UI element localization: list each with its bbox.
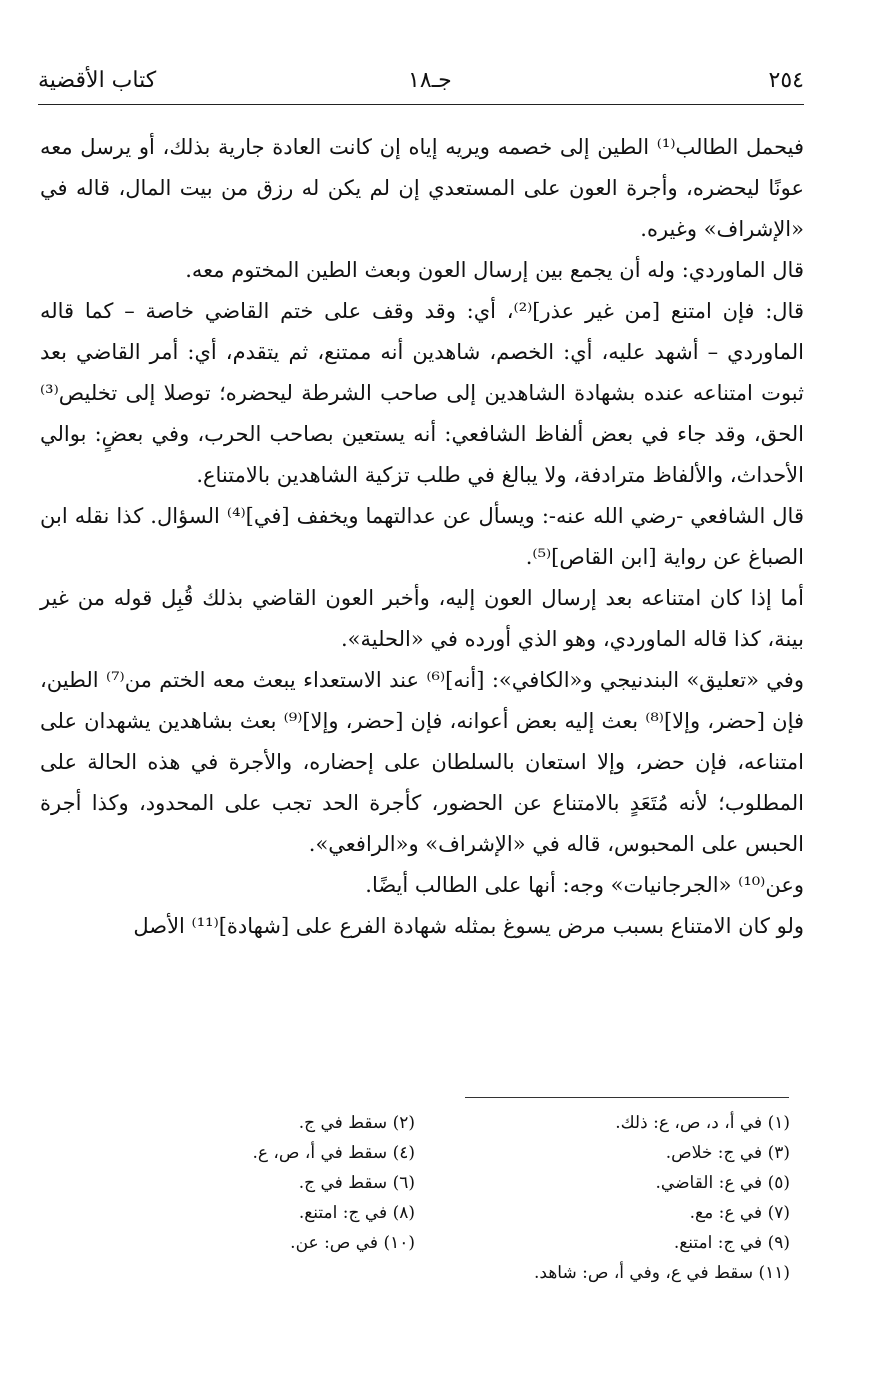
paragraph: فيحمل الطالب⁽¹⁾ الطين إلى خصمه ويريه إياه إن كانت العادة جارية بذلك، أو يرسل معه عونًا ليحضره، وأجرة العون على المستعدي إن لم يكن له رزق من بيت المال، قاله في «الإشراف» وغيره. — [40, 135, 805, 241]
paragraph: أما إذا كان امتناعه بعد إرسال العون إليه، وأخبر العون القاضي بذلك قُبِل قوله من غير بينة، كذا قاله الماوردي، وهو الذي أورده في «الحلية». — [40, 586, 804, 651]
volume-label: جـ١٨ — [408, 68, 452, 93]
footnote: (١١) سقط في ع، وفي أ، ص: شاهد. — [534, 1263, 790, 1283]
footnote: (٣) في ج: خلاص. — [665, 1143, 790, 1163]
footnote: (٦) سقط في ج. — [298, 1173, 415, 1193]
paragraph: قال الماوردي: وله أن يجمع بين إرسال العون وبعث الطين المختوم معه. — [185, 258, 804, 282]
paragraph: قال الشافعي -رضي الله عنه-: ويسأل عن عدالتهما ويخفف [في]⁽⁴⁾ السؤال. كذا نقله ابن الصباغ عن رواية [ابن القاص]⁽⁵⁾. — [40, 504, 804, 569]
footnote-row — [40, 1108, 790, 1138]
footnote-row — [40, 1198, 790, 1228]
footnote: (٩) في ج: امتنع. — [673, 1233, 790, 1253]
footnote: (٧) في ع: مع. — [689, 1203, 790, 1223]
paragraph: قال: فإن امتنع [من غير عذر]⁽²⁾، أي: وقد وقف على ختم القاضي خاصة – كما قاله الماوردي – أشهد عليه، أي: الخصم، شاهدين أنه ممتنع، ثم يتقدم، أي: أمر القاضي بعد ثبوت امتناعه عنده بشهادة الشاهدين إلى صاحب الشرطة ليحضره؛ توصلا إلى تخليص⁽³⁾ الحق، وقد جاء في بعض ألفاظ الشافعي: أنه يستعين بصاحب الحرب، وفي بعضٍ: بوالي الأحداث، والألفاظ مترادفة، ولا يبالغ في طلب تزكية الشاهدين بالامتناع. — [40, 299, 804, 487]
paragraph: وعن⁽¹⁰⁾ «الجرجانيات» وجه: أنها على الطالب أيضًا. — [365, 873, 804, 897]
footnote: (٤) سقط في أ، ص، ع. — [252, 1143, 415, 1163]
header-divider — [38, 104, 804, 105]
paragraph: وفي «تعليق» البندنيجي و«الكافي»: [أنه]⁽⁶⁾ عند الاستعداء يبعث معه الختم من⁽⁷⁾ الطين، فإن [حضر، وإلا]⁽⁸⁾ بعث إليه بعض أعوانه، فإن [حضر، وإلا]⁽⁹⁾ بعث بشاهدين يشهدان على امتناعه، فإن حضر، وإلا استعان بالسلطان على إحضاره، والأجرة في هذه الحالة على المطلوب؛ لأنه مُتَعَدٍ بالامتناع عن الحضور، كأجرة الحد تجب على المحدود، وكذا أجرة الحبس على المحبوس، قاله في «الإشراف» و«الرافعي». — [40, 668, 805, 856]
footnote-row — [40, 1168, 790, 1198]
footnote: (٥) في ع: القاضي. — [655, 1173, 790, 1193]
footnote: (٨) في ج: امتنع. — [298, 1203, 415, 1223]
book-title: كتاب الأقضية — [38, 68, 157, 93]
footnote: (٢) سقط في ج. — [298, 1113, 415, 1133]
page-number: ٢٥٤ — [768, 68, 804, 93]
footnote-divider — [465, 1097, 789, 1098]
paragraph: ولو كان الامتناع بسبب مرض يسوغ بمثله شهادة الفرع على [شهادة]⁽¹¹⁾ الأصل — [133, 914, 804, 938]
footnotes — [40, 1108, 790, 1288]
main-text — [40, 127, 804, 947]
footnote: (١) في أ، د، ص، ع: ذلك. — [615, 1113, 790, 1133]
footnote-row — [40, 1138, 790, 1168]
footnote: (١٠) في ص: عن. — [290, 1233, 415, 1253]
footnote-row — [40, 1228, 790, 1258]
running-header — [38, 62, 804, 102]
